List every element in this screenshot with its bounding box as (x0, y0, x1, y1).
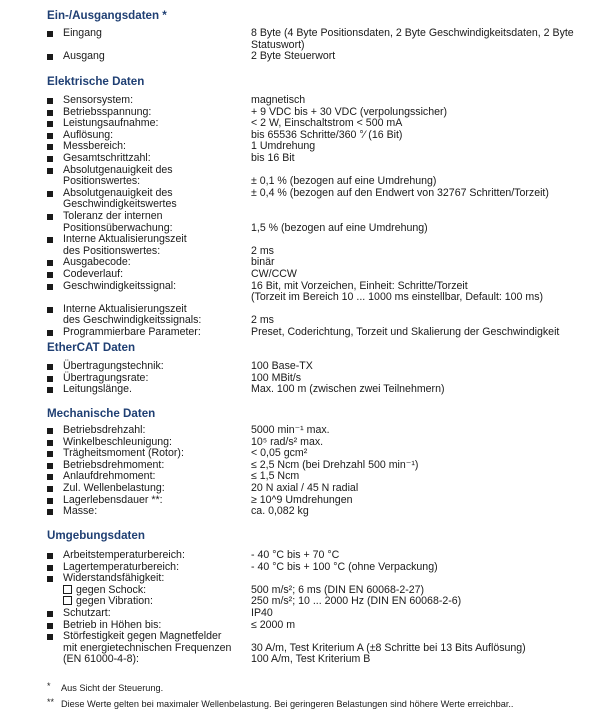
spec-value: ± 0,4 % (bezogen auf den Endwert von 32767 Schritten/Torzeit) (251, 186, 549, 199)
section-title: EtherCAT Daten (47, 341, 136, 354)
spec-value: 20 N axial / 45 N radial (251, 482, 359, 494)
spec-value: + 9 VDC bis + 30 VDC (verpolungssicher) (251, 105, 448, 118)
bullet-icon (47, 156, 53, 162)
spec-label: Programmierbare Parameter: (63, 326, 201, 338)
spec-value: 8 Byte (4 Byte Positionsdaten, 2 Byte Geschwindigkeitsdaten, 2 Byte Statuswort) (251, 27, 574, 51)
bullet-icon (47, 110, 53, 116)
bullet-icon (47, 31, 53, 37)
bullet-icon (47, 498, 53, 504)
spec-value: < 0,05 gcm² (251, 447, 308, 460)
spec-label: Übertragungsrate: (63, 371, 149, 384)
bullet-icon (47, 376, 53, 382)
spec-value: - 40 °C bis + 70 °C (251, 549, 340, 561)
bullet-icon (47, 214, 53, 220)
footnote: * Aus Sicht der Steuerung. (47, 681, 164, 693)
spec-label: Störfestigkeit gegen Magnetfelder mit energietechnischen Frequenzen (EN 61000-4-8): (63, 630, 232, 666)
footnote: ** Diese Werte gelten bei maximaler Wellenbelastung. Bei geringeren Belastungen sind höhere Werte erreichbar.. (47, 697, 514, 709)
spec-value: Max. 100 m (zwischen zwei Teilnehmern) (251, 383, 445, 396)
spec-value: ≥ 10^9 Umdrehungen (251, 493, 353, 506)
bullet-icon (47, 54, 53, 60)
spec-label: Absolutgenauigkeit des Positionswertes: (63, 163, 173, 188)
bullet-icon (47, 623, 53, 629)
spec-value: ≤ 2,5 Ncm (bei Drehzahl 500 min⁻¹) (251, 458, 419, 471)
spec-label: Betriebsdrehmoment: (63, 458, 165, 471)
bullet-icon (47, 634, 53, 640)
spec-label: Eingang (63, 27, 102, 39)
bullet-icon (47, 553, 53, 559)
spec-value: IP40 (251, 607, 273, 619)
bullet-icon (47, 565, 53, 571)
spec-label: Zul. Wellenbelastung: (63, 482, 165, 494)
bullet-icon (47, 191, 53, 197)
bullet-icon (47, 364, 53, 370)
section-title: Ein-/Ausgangsdaten * (47, 9, 167, 22)
spec-label: Anlaufdrehmoment: (63, 470, 156, 483)
spec-value: 100 Base-TX (251, 360, 313, 372)
section-title: Umgebungsdaten (47, 529, 145, 542)
spec-label: Messbereich: (63, 140, 126, 153)
spec-label: Absolutgenauigkeit des Geschwindigkeitswertes (63, 186, 177, 211)
bullet-icon (47, 272, 53, 278)
bullet-icon (47, 440, 53, 446)
spec-value: binär (251, 256, 275, 269)
spec-label: Ausgabecode: (63, 256, 131, 269)
spec-value: 2 ms (251, 244, 274, 257)
checkbox-icon (63, 585, 72, 594)
spec-value: 5000 min⁻¹ max. (251, 424, 330, 436)
spec-value: ≤ 1,5 Ncm (251, 470, 300, 483)
bullet-icon (47, 509, 53, 515)
spec-value: 30 A/m, Test Kriterium A (±8 Schritte bei 13 Bits Auflösung) 100 A/m, Test Kriterium B (251, 641, 526, 666)
bullet-icon (47, 330, 53, 336)
section-title: Elektrische Daten (47, 75, 145, 88)
spec-value: - 40 °C bis + 100 °C (ohne Verpackung) (251, 560, 438, 573)
spec-label: Auflösung: (63, 128, 114, 141)
spec-label: Gesamtschrittzahl: (63, 152, 151, 164)
bullet-icon (47, 237, 53, 243)
spec-label: Leitungslänge. (63, 383, 132, 396)
spec-label: Betriebsdrehzahl: (63, 424, 146, 436)
spec-value: ca. 0,082 kg (251, 505, 309, 518)
bullet-icon (47, 284, 53, 290)
spec-value: 2 ms (251, 314, 274, 327)
spec-label: Interne Aktualisierungszeit des Geschwindigkeitssignals: (63, 302, 202, 327)
spec-label: Masse: (63, 505, 98, 518)
spec-label: Übertragungstechnik: (63, 360, 164, 372)
spec-label: Trägheitsmoment (Rotor): (63, 447, 184, 460)
bullet-icon (47, 428, 53, 434)
spec-label: Betrieb in Höhen bis: (63, 618, 162, 631)
spec-value: CW/CCW (251, 268, 297, 280)
spec-label: Winkelbeschleunigung: (63, 435, 172, 448)
spec-value: 100 MBit/s (251, 371, 302, 384)
spec-label: gegen Schock: (63, 585, 146, 597)
spec-label: Arbeitstemperaturbereich: (63, 549, 185, 561)
bullet-icon (47, 576, 53, 582)
spec-value: 500 m/s²; 6 ms (DIN EN 60068-2-27) (251, 583, 425, 596)
bullet-icon (47, 144, 53, 150)
bullet-icon (47, 98, 53, 104)
spec-label: Leistungsaufnahme: (63, 117, 159, 130)
spec-value: bis 16 Bit (251, 152, 295, 164)
spec-label: Codeverlauf: (63, 268, 124, 280)
spec-value: 1 Umdrehung (251, 140, 316, 153)
spec-label: Interne Aktualisierungszeit des Positionswertes: (63, 233, 187, 257)
bullet-icon (47, 486, 53, 492)
spec-value: 16 Bit, mit Vorzeichen, Einheit: Schritte/Torzeit (Torzeit im Bereich 10 ... 1000 ms einstellbar, Default: 100 ms) (251, 279, 544, 304)
bullet-icon (47, 133, 53, 139)
spec-value: 1,5 % (bezogen auf eine Umdrehung) (251, 221, 428, 234)
spec-label: Sensorsystem: (63, 94, 134, 106)
spec-label: gegen Vibration: (63, 596, 153, 608)
spec-value: magnetisch (251, 94, 306, 106)
spec-value: 10⁵ rad/s² max. (251, 435, 324, 448)
bullet-icon (47, 121, 53, 127)
bullet-icon (47, 463, 53, 469)
bullet-icon (47, 307, 53, 313)
bullet-icon (47, 451, 53, 457)
spec-value: bis 65536 Schritte/360 °⁄ (16 Bit) (251, 128, 403, 141)
bullet-icon (47, 474, 53, 480)
spec-label: Toleranz der internen Positionsüberwachung: (63, 210, 173, 234)
spec-value: < 2 W, Einschaltstrom < 500 mA (251, 117, 403, 130)
bullet-icon (47, 387, 53, 393)
spec-label: Lagerlebensdauer **: (63, 493, 163, 506)
bullet-icon (47, 611, 53, 617)
spec-label: Ausgang (63, 50, 105, 63)
bullet-icon (47, 260, 53, 266)
spec-label: Widerstandsfähigkeit: (63, 572, 165, 585)
spec-value: 250 m/s²; 10 ... 2000 Hz (DIN EN 60068-2-6) (251, 595, 462, 608)
section-title: Mechanische Daten (47, 407, 156, 420)
spec-label: Geschwindigkeitssignal: (63, 279, 177, 292)
spec-label: Lagertemperaturbereich: (63, 560, 180, 573)
checkbox-icon (63, 596, 72, 605)
spec-value: Preset, Coderichtung, Torzeit und Skalierung der Geschwindigkeit (251, 326, 560, 338)
spec-value: ≤ 2000 m (251, 618, 296, 631)
spec-value: ± 0,1 % (bezogen auf eine Umdrehung) (251, 175, 437, 188)
spec-label: Schutzart: (63, 607, 111, 619)
spec-value: 2 Byte Steuerwort (251, 50, 336, 63)
spec-label: Betriebsspannung: (63, 105, 152, 118)
bullet-icon (47, 168, 53, 174)
